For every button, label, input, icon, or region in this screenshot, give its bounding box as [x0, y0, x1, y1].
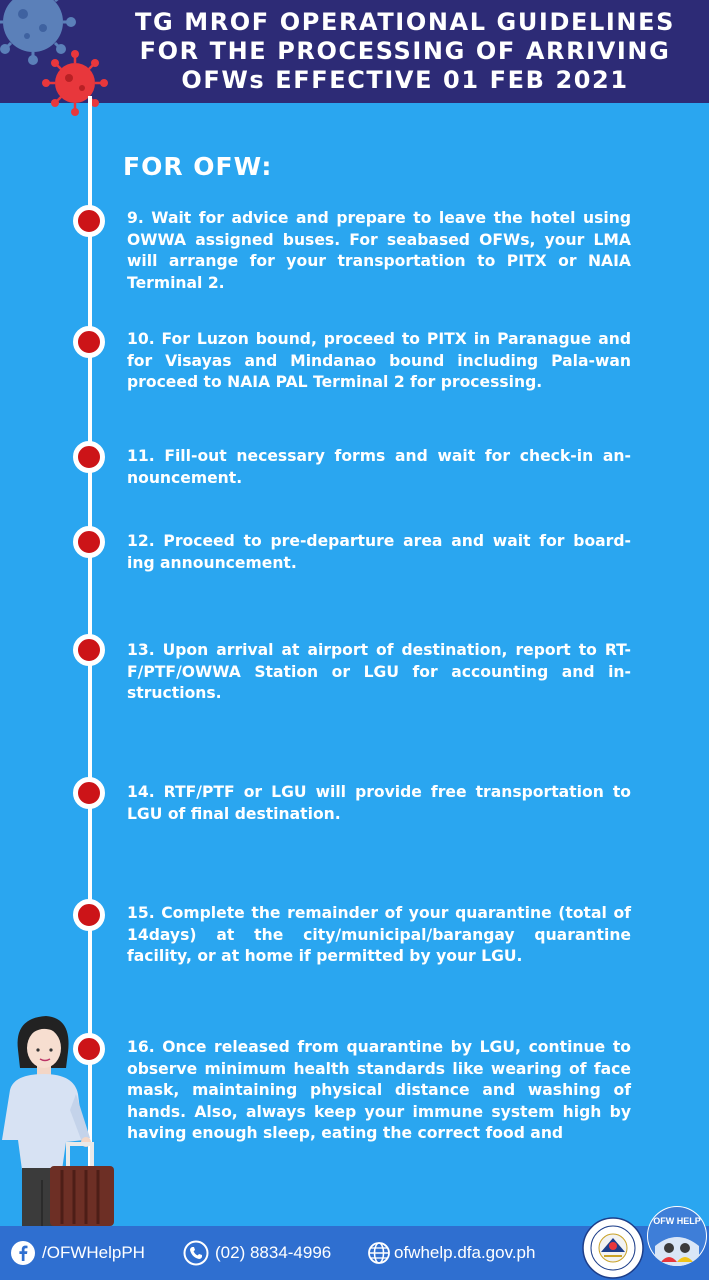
step-16-text: 16. Once released from quarantine by LGU, continue to observe minimum health standards like wearing of face mask, maintaining physical distance and washing of hands. Also, always keep your immune system high by having enough sleep, eating the correct food and	[127, 1038, 631, 1142]
footer-website-text: ofwhelp.dfa.gov.ph	[394, 1243, 536, 1262]
step-13-text: 13. Upon arrival at airport of destination, report to RT-F/PTF/OWWA Station or LGU for accounting and in-structions.	[127, 641, 631, 702]
step-15-text: 15. Complete the remainder of your quarantine (total of 14days) at the city/municipal/barangay quarantine facility, or at home if permitted by your LGU.	[127, 904, 631, 965]
title-line-1: TG MROF OPERATIONAL GUIDELINES	[135, 8, 675, 36]
step-9-text: 9. Wait for advice and prepare to leave the hotel using OWWA assigned buses. For seabased OFWs, your LMA will arrange for your transportation to PITX or NAIA Terminal 2.	[127, 209, 631, 292]
timeline-dot	[73, 899, 105, 931]
title-line-2: FOR THE PROCESSING OF ARRIVING	[139, 37, 671, 65]
step-10-text: 10. For Luzon bound, proceed to PITX in Paranague and for Visayas and Mindanao bound including Pala-wan proceed to NAIA PAL Terminal 2 for processing.	[127, 330, 631, 391]
section-heading: FOR OFW:	[123, 152, 273, 181]
globe-icon	[367, 1241, 391, 1265]
phone-icon	[183, 1240, 209, 1266]
title-line-3: OFWs EFFECTIVE 01 FEB 2021	[181, 66, 629, 94]
timeline-dot	[73, 526, 105, 558]
dfa-seal-logo	[580, 1216, 646, 1280]
timeline-dot	[73, 634, 105, 666]
traveler-illustration	[0, 1010, 120, 1226]
ofw-help-logo	[647, 1206, 707, 1266]
footer-phone[interactable]	[183, 1226, 331, 1280]
step-12-text: 12. Proceed to pre-departure area and wait for board-ing announcement.	[127, 532, 631, 572]
timeline-dot	[73, 205, 105, 237]
step-14-text: 14. RTF/PTF or LGU will provide free transportation to LGU of final destination.	[127, 783, 631, 823]
footer-website[interactable]	[367, 1226, 535, 1280]
footer-facebook[interactable]	[10, 1226, 145, 1280]
ofw-help-logo-art	[647, 1206, 707, 1266]
virus-icon-red	[40, 48, 110, 118]
footer-facebook-text: /OFWHelpPH	[42, 1243, 145, 1262]
timeline-dot	[73, 326, 105, 358]
ofw-help-logo-text: OFW HELP	[653, 1216, 701, 1226]
page-title	[105, 8, 705, 95]
header-banner	[0, 0, 709, 103]
timeline-dot	[73, 777, 105, 809]
facebook-icon	[10, 1240, 36, 1266]
footer-phone-text: (02) 8834-4996	[215, 1243, 332, 1262]
timeline-dot	[73, 441, 105, 473]
step-11-text: 11. Fill-out necessary forms and wait for check-in an-nouncement.	[127, 447, 631, 487]
